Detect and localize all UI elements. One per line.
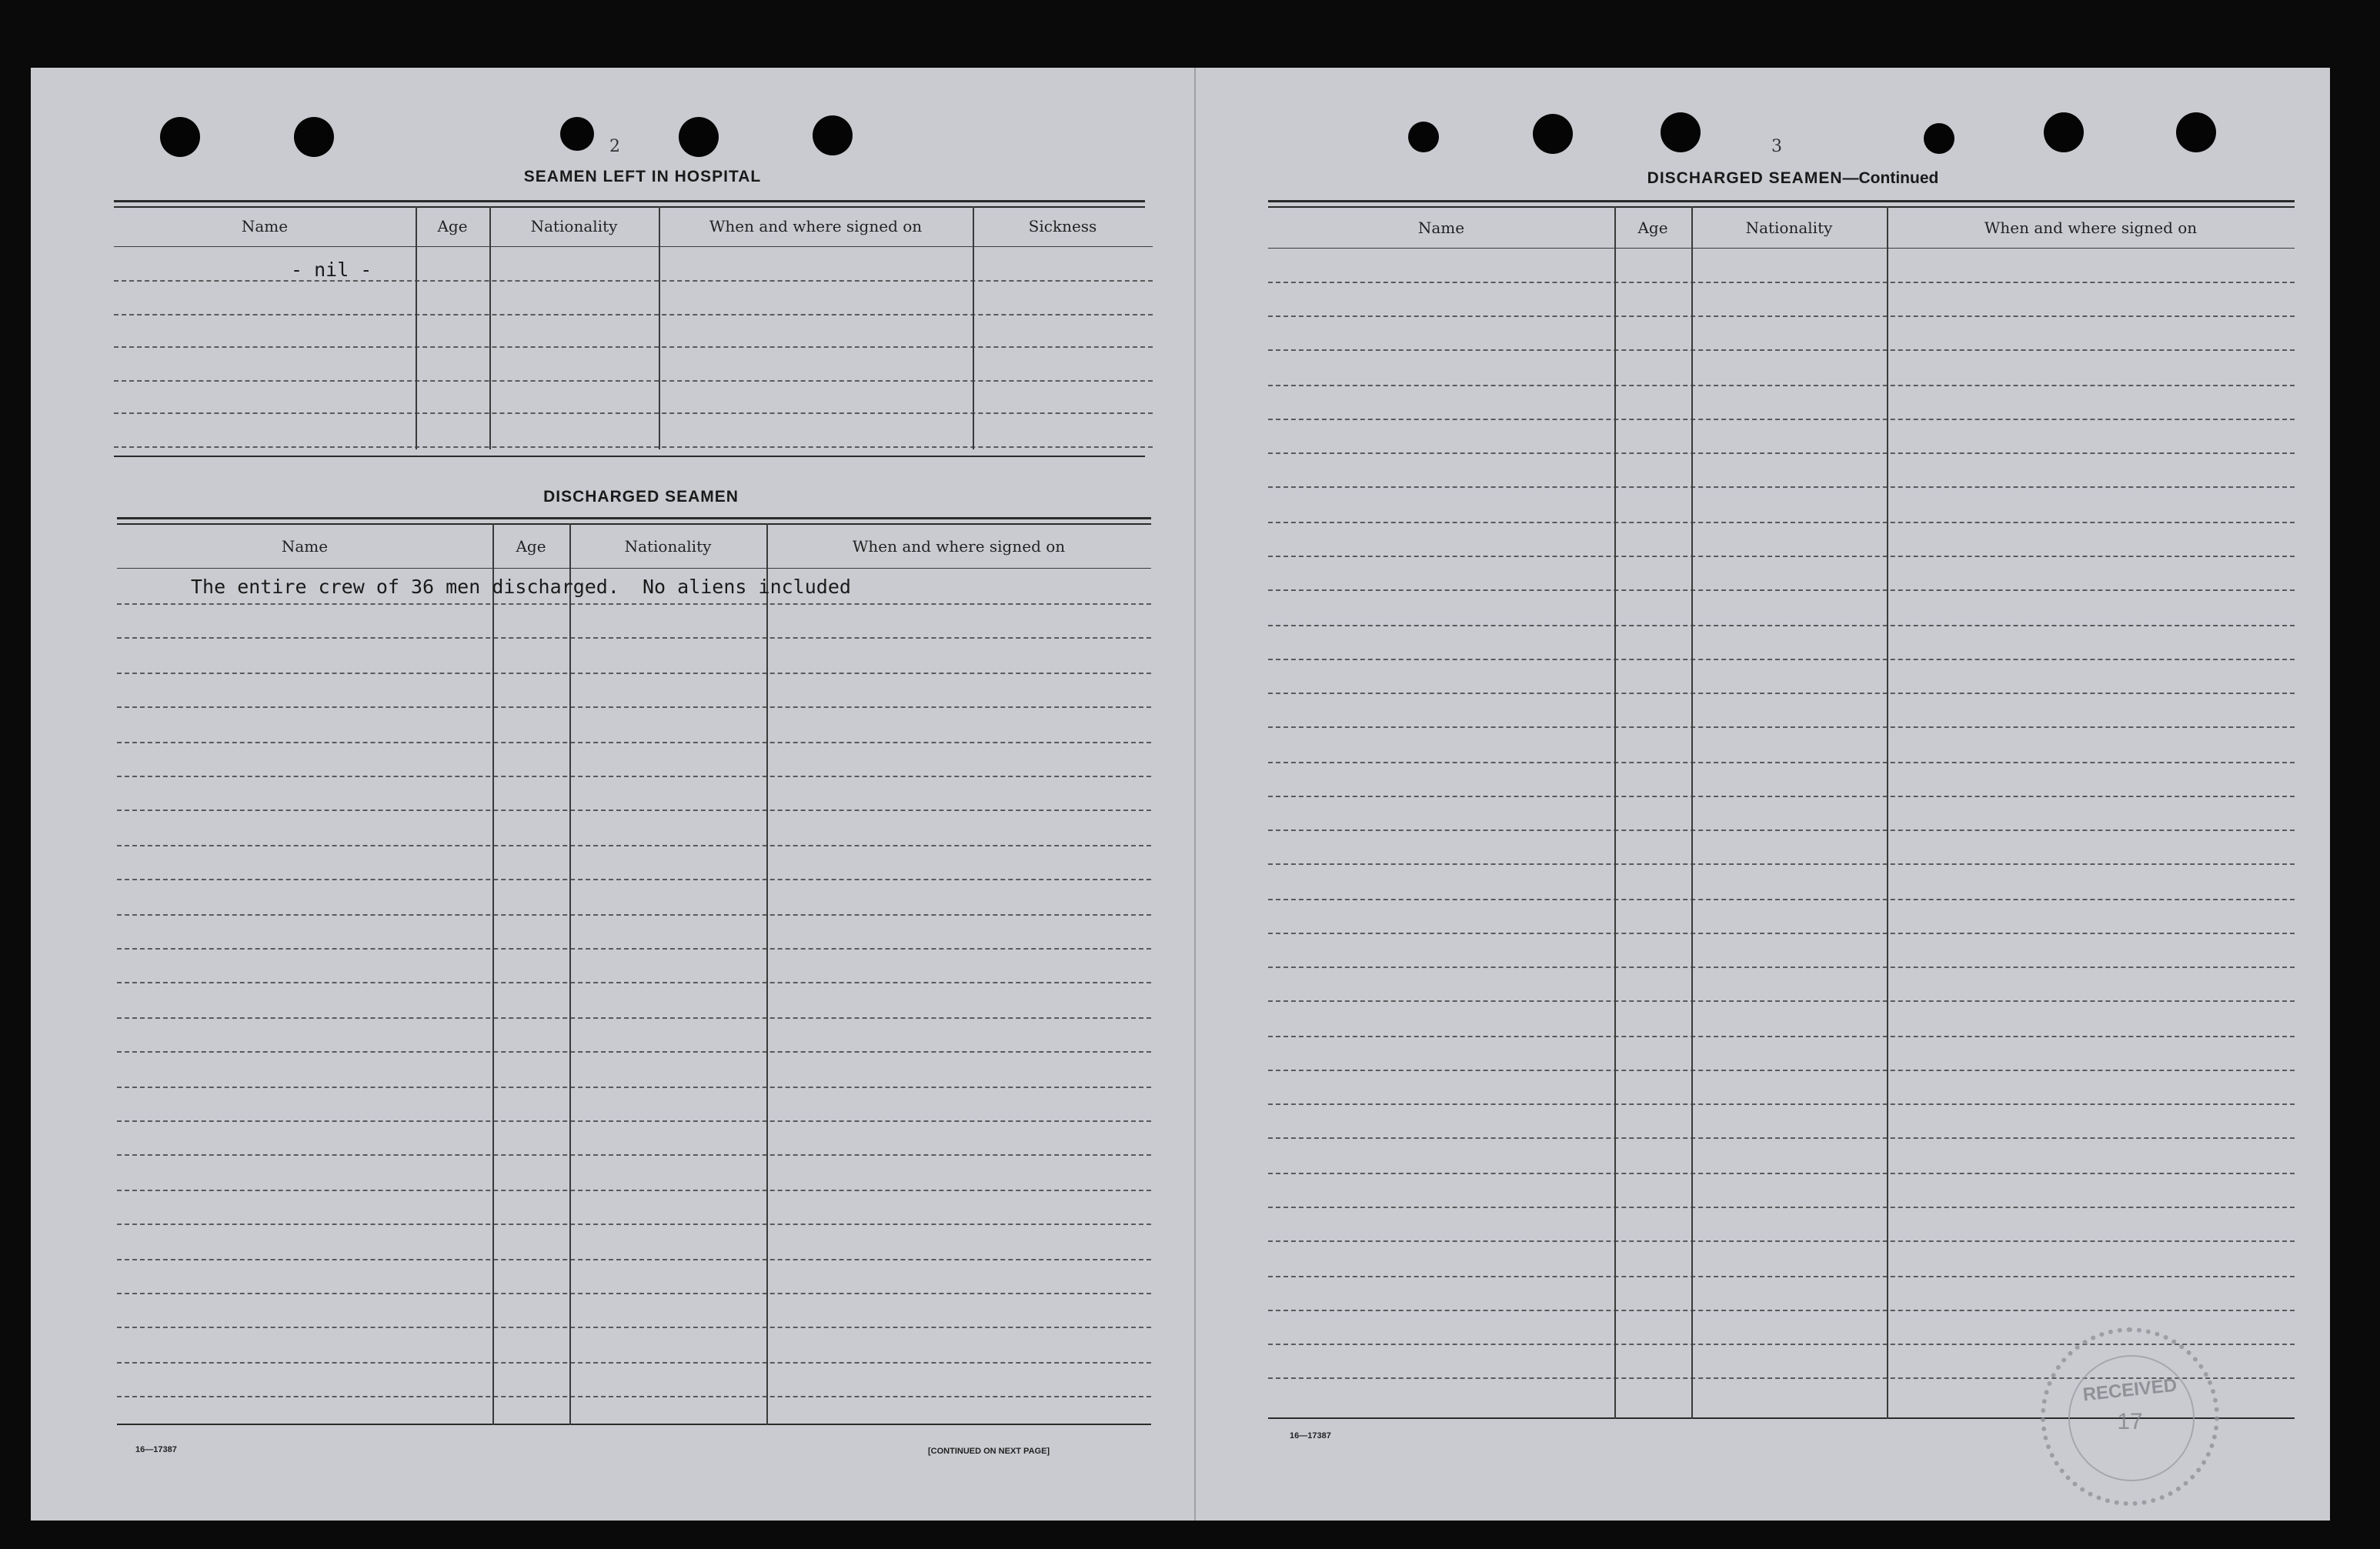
hospital-entry-nil: - nil -: [291, 259, 372, 281]
document-sheet: [31, 68, 2330, 1521]
discharged-continued-table: [1268, 200, 2295, 1430]
punch-hole: [1924, 123, 1954, 154]
discharged-continued-title: [1270, 169, 2316, 188]
punch-hole: [1533, 114, 1573, 154]
punch-hole: [1408, 122, 1439, 152]
punch-hole: [160, 117, 200, 157]
hospital-section-title: SEAMEN LEFT IN HOSPITAL: [523, 168, 762, 185]
hospital-col-signed-on: When and where signed on: [709, 217, 923, 235]
continued-col-age: Age: [1637, 219, 1668, 237]
form-number-right: 16—17387: [1290, 1431, 1331, 1441]
discharged-col-age: Age: [516, 537, 546, 556]
discharged-col-signed-on: When and where signed on: [852, 537, 1066, 556]
received-stamp: [2041, 1327, 2219, 1506]
discharged-entry: The entire crew of 36 men discharged. No aliens included: [191, 576, 851, 598]
hospital-col-name: Name: [241, 217, 289, 235]
punch-hole: [679, 117, 719, 157]
continued-col-nationality: Nationality: [1745, 219, 1833, 237]
form-number-left: 16—17387: [135, 1445, 177, 1454]
stamp-received-text: RECEIVED: [2081, 1374, 2178, 1406]
hospital-table: [114, 200, 1145, 462]
punch-hole: [560, 117, 594, 151]
page-number-left: 2: [609, 137, 620, 156]
discharged-continued-title-suffix: —Continued: [1842, 169, 1939, 187]
page-fold: [1194, 68, 1196, 1521]
continued-col-signed-on: When and where signed on: [1984, 219, 2198, 237]
stamp-day-text: 17: [2117, 1409, 2143, 1434]
continued-col-name: Name: [1417, 219, 1465, 237]
punch-hole: [294, 117, 334, 157]
discharged-section-title: DISCHARGED SEAMEN: [543, 488, 739, 506]
punch-hole: [813, 115, 853, 155]
hospital-col-age: Age: [437, 217, 468, 235]
punch-hole: [2176, 112, 2216, 152]
discharged-col-nationality: Nationality: [624, 537, 712, 556]
discharged-col-name: Name: [281, 537, 329, 556]
punch-hole: [2044, 112, 2084, 152]
continued-note: [CONTINUED ON NEXT PAGE]: [928, 1447, 1050, 1456]
discharged-continued-title-main: DISCHARGED SEAMEN: [1647, 169, 1843, 187]
page-number-right: 3: [1771, 137, 1782, 156]
hospital-col-nationality: Nationality: [530, 217, 618, 235]
hospital-col-sickness: Sickness: [1028, 217, 1097, 235]
discharged-table: [117, 517, 1151, 1445]
punch-hole: [1661, 112, 1701, 152]
